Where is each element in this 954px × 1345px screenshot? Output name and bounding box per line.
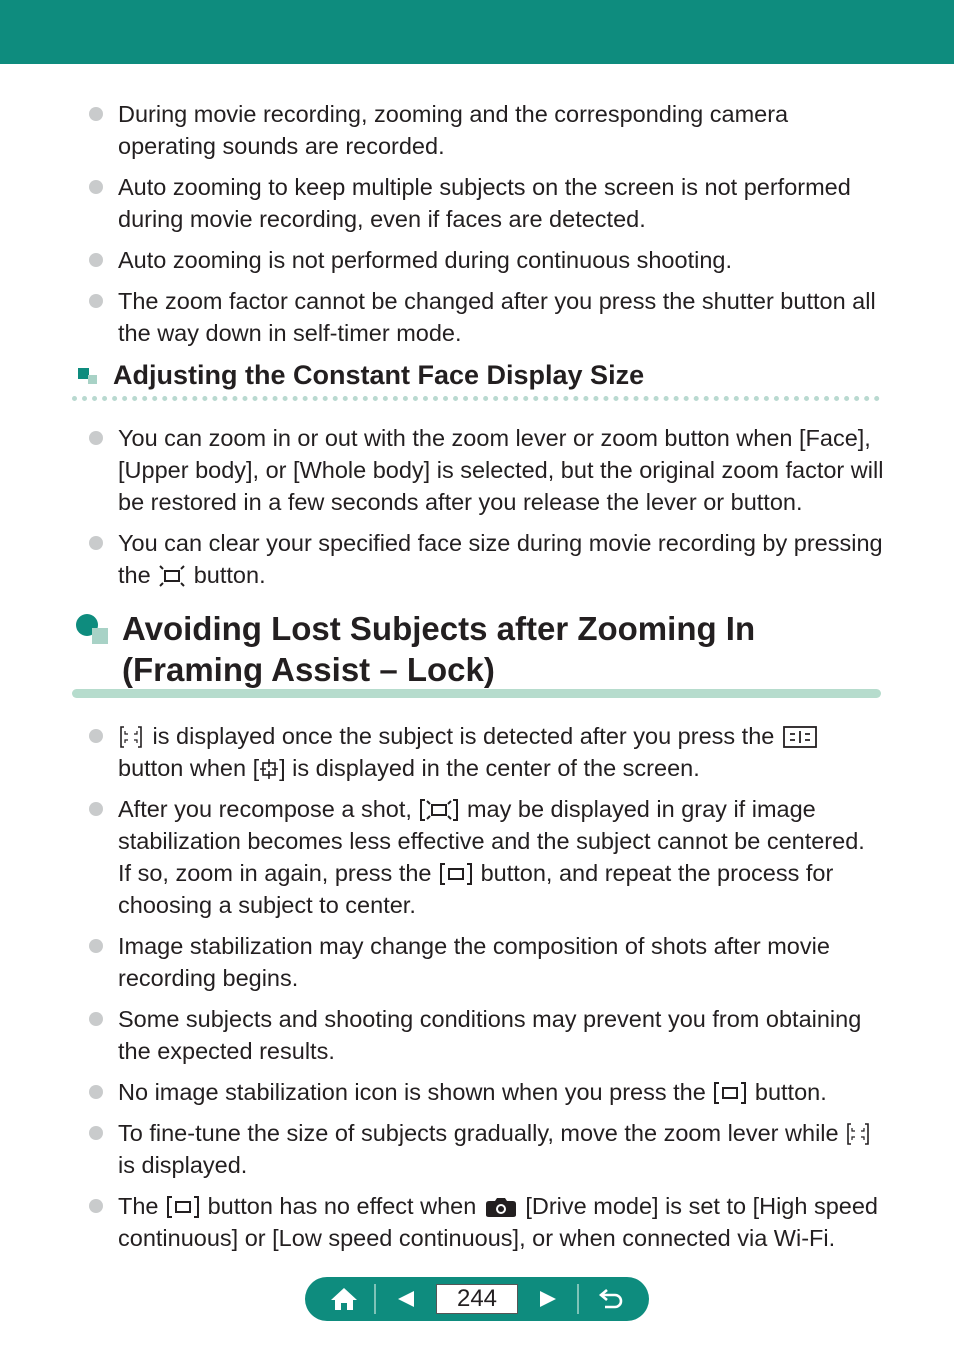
bullet-icon <box>89 802 103 816</box>
bullet-icon <box>89 939 103 953</box>
bullet-icon <box>89 107 103 121</box>
bullet-icon <box>89 180 103 194</box>
bullet-icon <box>89 1012 103 1026</box>
camera-icon <box>485 1194 517 1216</box>
list-item: is displayed once the subject is detected after you press the button when [ ] is displayed in the center of the screen. <box>0 720 954 784</box>
framing-assist-button-icon <box>714 1080 746 1102</box>
list-item: You can clear your specified face size during movie recording by pressing the button. <box>0 527 954 591</box>
list-item: No image stabilization icon is shown when you press the button. <box>0 1076 954 1108</box>
framing-frame-icon <box>845 1121 871 1143</box>
subheading-title: Adjusting the Constant Face Display Size <box>113 360 645 390</box>
center-frame-icon <box>259 756 279 778</box>
bullet-icon <box>89 431 103 445</box>
return-arrow-icon <box>598 1286 626 1312</box>
bullet-icon <box>89 294 103 308</box>
list-item: The button has no effect when [Drive mode] is set to [High speed continuous] or [Low speed continuous], or when connected via Wi-Fi. <box>0 1190 954 1254</box>
home-icon <box>330 1286 358 1312</box>
heading-square-accent <box>88 375 97 384</box>
info-button-icon <box>783 724 817 746</box>
page-navigation-bar <box>305 1277 649 1321</box>
previous-page-button[interactable] <box>385 1277 427 1321</box>
bullet-list-2 <box>0 422 954 600</box>
home-button[interactable] <box>321 1277 367 1321</box>
list-item: You can zoom in or out with the zoom lever or zoom button when [Face], [Upper body], or [Whole body] is selected, but the original zoom factor will be restored in a few seconds after you release the lever or button. <box>0 422 954 518</box>
bullet-icon <box>89 1199 103 1213</box>
section-rule <box>72 689 881 698</box>
heading-square-accent <box>92 628 108 644</box>
bullet-icon <box>89 253 103 267</box>
list-item: Auto zooming to keep multiple subjects on the screen is not performed during movie recording, even if faces are detected. <box>0 171 954 235</box>
framing-assist-button-icon <box>167 1194 199 1216</box>
bullet-list-1 <box>0 98 954 358</box>
bullet-list-3 <box>0 720 954 1263</box>
triangle-left-icon <box>396 1289 416 1309</box>
bullet-icon <box>89 1085 103 1099</box>
list-item: Auto zooming is not performed during continuous shooting. <box>0 244 954 276</box>
triangle-right-icon <box>538 1289 558 1309</box>
list-item: To fine-tune the size of subjects gradually, move the zoom lever while is displayed. <box>0 1117 954 1181</box>
section-title: Avoiding Lost Subjects after Zooming In (Framing Assist – Lock) <box>122 610 756 688</box>
nav-divider <box>577 1284 579 1314</box>
nav-divider <box>374 1284 376 1314</box>
bullet-icon <box>89 729 103 743</box>
list-item: After you recompose a shot, may be displayed in gray if image stabilization becomes less effective and the subject cannot be centered. If so, zoom in again, press the button, and repeat the process for choosing a subject to center. <box>0 793 954 921</box>
list-item: The zoom factor cannot be changed after you press the shutter button all the way down in self-timer mode. <box>0 285 954 349</box>
dotted-divider <box>72 396 880 401</box>
header-bar <box>0 0 954 64</box>
list-item: Some subjects and shooting conditions may prevent you from obtaining the expected results. <box>0 1003 954 1067</box>
framing-lock-icon <box>420 797 458 819</box>
framing-frame-icon <box>118 724 144 746</box>
bullet-icon <box>89 536 103 550</box>
framing-assist-button-icon <box>440 861 472 883</box>
list-item: During movie recording, zooming and the corresponding camera operating sounds are recorded. <box>0 98 954 162</box>
list-item: Image stabilization may change the composition of shots after movie recording begins. <box>0 930 954 994</box>
bullet-icon <box>89 1126 103 1140</box>
page-number: 244 <box>436 1284 518 1314</box>
next-page-button[interactable] <box>527 1277 569 1321</box>
framing-assist-seek-icon <box>159 563 185 585</box>
back-button[interactable] <box>589 1277 635 1321</box>
